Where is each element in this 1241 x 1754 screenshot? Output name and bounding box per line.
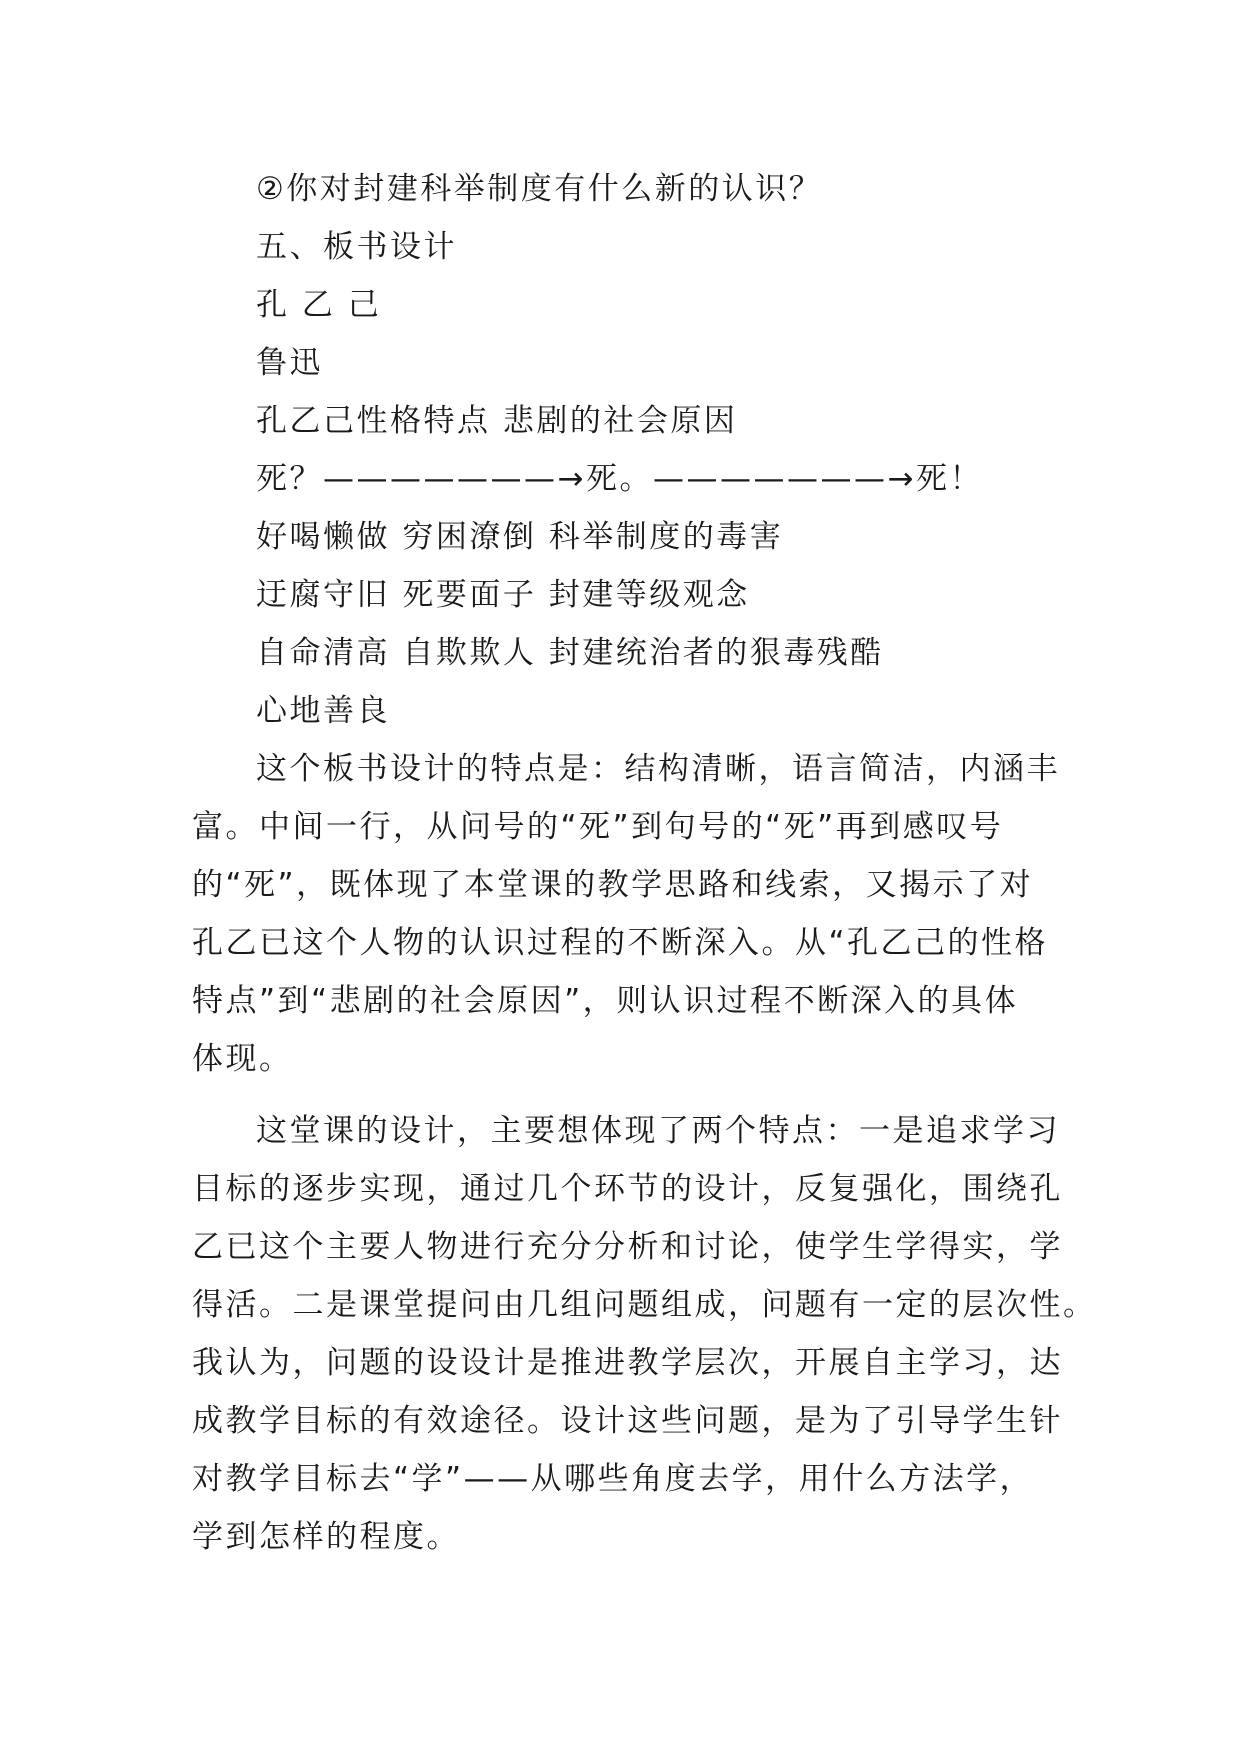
paragraph-line: 学到怎样的程度。 bbox=[192, 1519, 460, 1555]
paragraph-board-analysis bbox=[192, 740, 1066, 1088]
board-author: 鲁迅 bbox=[256, 345, 323, 381]
paragraph-lesson-design bbox=[192, 1102, 1097, 1566]
paragraph-line: 富。中间一行，从问号的“死”到句号的“死”再到感叹号 bbox=[192, 809, 1004, 845]
paragraph-line: 得活。二是课堂提问由几组问题组成，问题有一定的层次性。 bbox=[192, 1287, 1097, 1323]
question-line: ②你对封建科举制度有什么新的认识？ bbox=[256, 171, 823, 207]
paragraph-line: 我认为，问题的设设计是推进教学层次，开展自主学习，达 bbox=[192, 1345, 1063, 1381]
board-row: 好喝懒做 穷困潦倒 科举制度的毒害 bbox=[256, 519, 784, 555]
paragraph-line: 的“死”，既体现了本堂课的教学思路和线索，又揭示了对 bbox=[192, 867, 1034, 903]
paragraph-line: 体现。 bbox=[192, 1041, 293, 1077]
paragraph-line: 特点”到“悲剧的社会原因”，则认识过程不断深入的具体 bbox=[192, 983, 1019, 1019]
document-body bbox=[192, 160, 1097, 1566]
board-death-row: 死？———————→死。———————→死！ bbox=[256, 461, 983, 497]
paragraph-line: 孔乙已这个人物的认识过程的不断深入。从“孔乙己的性格 bbox=[192, 925, 1049, 961]
board-row: 迂腐守旧 死要面子 封建等级观念 bbox=[256, 577, 750, 613]
board-title: 孔 乙 己 bbox=[256, 287, 382, 323]
section-heading: 五、板书设计 bbox=[256, 229, 457, 265]
board-row: 心地善良 bbox=[256, 693, 390, 729]
paragraph-line: 这个板书设计的特点是：结构清晰，语言简洁，内涵丰 bbox=[256, 751, 1060, 787]
board-header-row: 孔乙己性格特点 悲剧的社会原因 bbox=[256, 403, 738, 439]
paragraph-line: 目标的逐步实现，通过几个环节的设计，反复强化，围绕孔 bbox=[192, 1171, 1063, 1207]
paragraph-line: 成教学目标的有效途径。设计这些问题，是为了引导学生针 bbox=[192, 1403, 1063, 1439]
paragraph-line: 对教学目标去“学”——从哪些角度去学，用什么方法学， bbox=[192, 1461, 1034, 1497]
board-row: 自命清高 自欺欺人 封建统治者的狠毒残酷 bbox=[256, 635, 884, 671]
paragraph-line: 这堂课的设计，主要想体现了两个特点：一是追求学习 bbox=[256, 1113, 1060, 1149]
paragraph-line: 乙已这个主要人物进行充分分析和讨论，使学生学得实，学 bbox=[192, 1229, 1063, 1265]
